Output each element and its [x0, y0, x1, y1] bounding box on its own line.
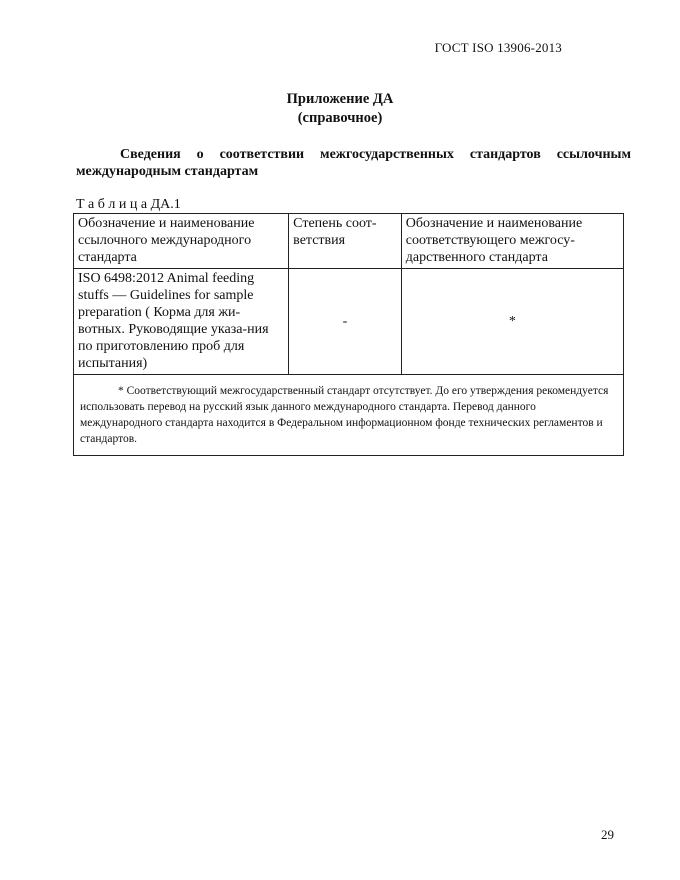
- cell-degree: -: [289, 269, 402, 375]
- footnote-cell: [74, 375, 624, 456]
- annex-heading: [0, 90, 680, 128]
- footnote-text: * Соответствующий межгосударственный стандарт отсутствует. До его утверждения рекомендуется использовать перевод на русский язык данного международного стандарта. Перевод данного международного стандарта находится в Федеральном информационном фонде технических регламентов и стандартов.: [80, 385, 609, 445]
- section-title: Сведения о соответствии межгосударственных стандартов ссылочным международным стандартам: [76, 147, 631, 179]
- table-caption: Т а б л и ц а ДА.1: [76, 197, 181, 212]
- cell-reference-standard: ISO 6498:2012 Animal feeding stuffs — Guidelines for sample preparation ( Корма для жи-вотных. Руководящие указа-ния по приготовлению проб для испытания): [74, 269, 289, 375]
- header-national-standard: Обозначение и наименование соответствующего межгосу-дарственного стандарта: [401, 214, 623, 269]
- header-degree: Степень соот-ветствия: [289, 214, 402, 269]
- standard-code: ГОСТ ISO 13906-2013: [434, 40, 562, 55]
- cell-national-standard: *: [401, 269, 623, 375]
- page-number: 29: [601, 827, 614, 842]
- table-row: [74, 269, 624, 375]
- footnote-row: [74, 375, 624, 456]
- header-reference-standard: Обозначение и наименование ссылочного международного стандарта: [74, 214, 289, 269]
- annex-title: Приложение ДА: [286, 91, 394, 107]
- table-header-row: [74, 214, 624, 269]
- correspondence-table: [73, 213, 624, 456]
- annex-subtitle: (справочное): [297, 110, 383, 126]
